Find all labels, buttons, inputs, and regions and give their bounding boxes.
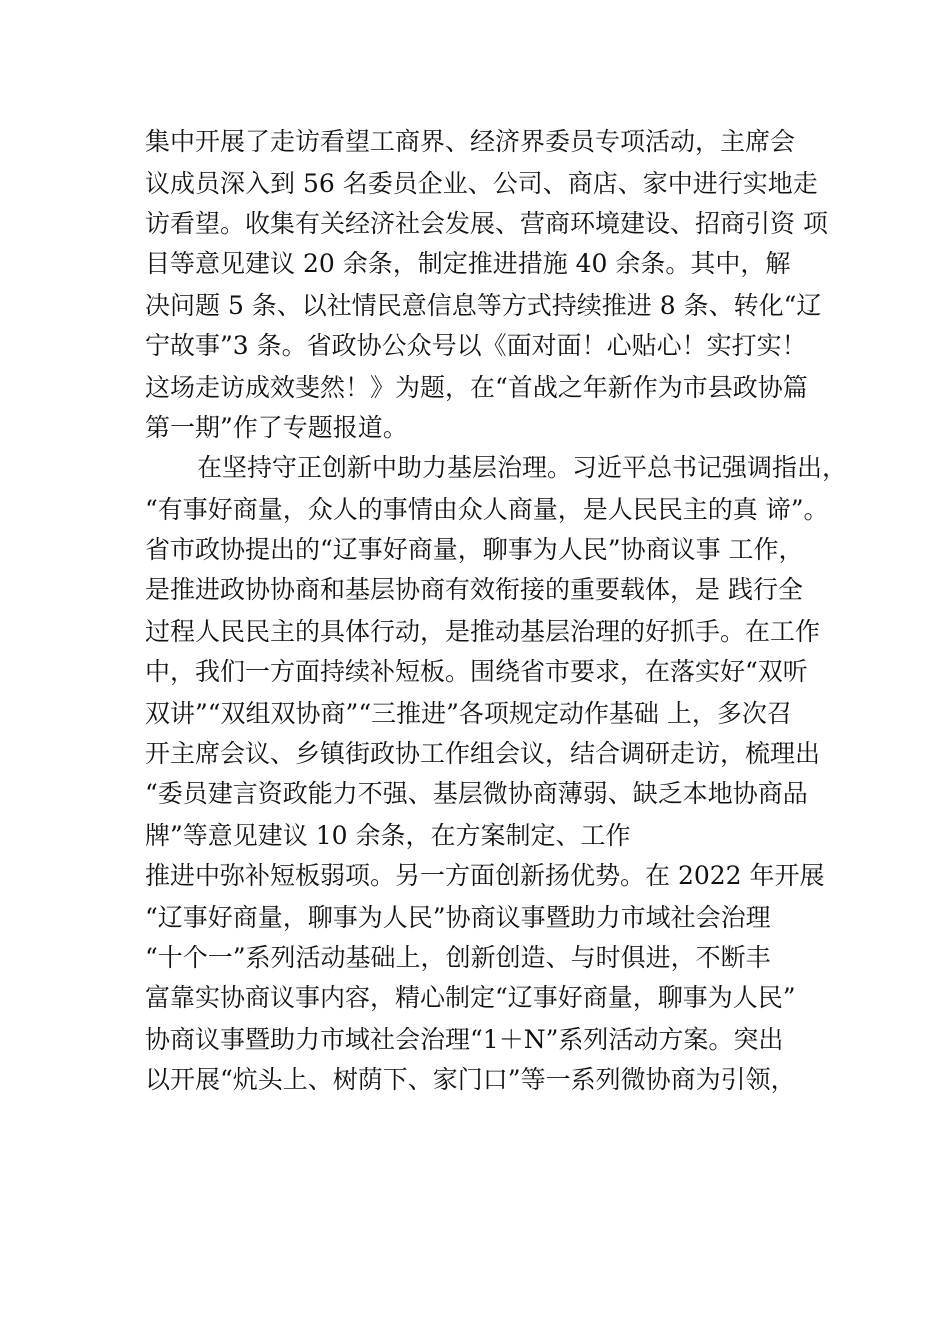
text-line: 协商议事暨助力市域社会治理“1＋N”系列活动方案。突出 [145, 1025, 784, 1054]
text-line: 第一期”作了专题报道。 [145, 413, 408, 442]
text-line: 中，我们一方面持续补短板。围绕省市要求，在落实好“双听 [145, 657, 808, 686]
text-line: 目等意见建议 20 余条，制定推进措施 40 余条。其中，解 [145, 249, 791, 278]
text-line: 推进中弥补短板弱项。另一方面创新扬优势。在 2022 年开展 [145, 861, 825, 890]
text-line: 省市政协提出的“辽事好商量，聊事为人民”协商议事 工作， [145, 535, 804, 564]
text-line: 过程人民民主的具体行动，是推动基层治理的好抓手。在工作 [145, 617, 821, 646]
text-line: 决问题 5 条、以社情民意信息等方式持续推进 8 条、转化“辽 [145, 291, 822, 320]
text-line: “委员建言资政能力不强、基层微协商薄弱、缺乏本地协商品 [145, 779, 808, 808]
text-line: 富靠实协商议事内容，精心制定“辽事好商量，聊事为人民” [145, 983, 796, 1012]
text-line: “辽事好商量，聊事为人民”协商议事暨助力市域社会治理 [145, 903, 771, 932]
text-line: 宁故事”3 条。省政协公众号以《面对面！心贴心！实打实！ [145, 331, 807, 360]
text-line: 访看望。收集有关经济社会发展、营商环境建设、招商引资 项 [145, 209, 828, 238]
text-line: 集中开展了走访看望工商界、经济界委员专项活动，主席会 [145, 127, 796, 156]
text-line: 牌”等意见建议 10 余条，在方案制定、工作 [145, 821, 631, 850]
text-line: “十个一”系列活动基础上，创新创造、与时俱进，不断丰 [145, 943, 771, 972]
text-line: “有事好商量，众人的事情由众人商量，是人民民主的真 谛”。 [145, 495, 829, 524]
text-line: 议成员深入到 56 名委员企业、公司、商店、家中进行实地走 [145, 169, 818, 198]
text-line: 以开展“炕头上、树荫下、家门口”等一系列微协商为引领， [145, 1065, 796, 1094]
text-line: 是推进政协协商和基层协商有效衔接的重要载体，是 践行全 [145, 575, 803, 604]
text-line: 双讲”“双组双协商”“三推进”各项规定动作基础 上，多次召 [145, 699, 792, 728]
text-line: 这场走访成效斐然！》为题，在“首战之年新作为市县政协篇 [145, 373, 808, 402]
paragraph-start-line: 在坚持守正创新中助力基层治理。习近平总书记强调指出， [197, 453, 848, 482]
text-line: 开主席会议、乡镇街政协工作组会议，结合调研走访，梳理出 [145, 739, 821, 768]
